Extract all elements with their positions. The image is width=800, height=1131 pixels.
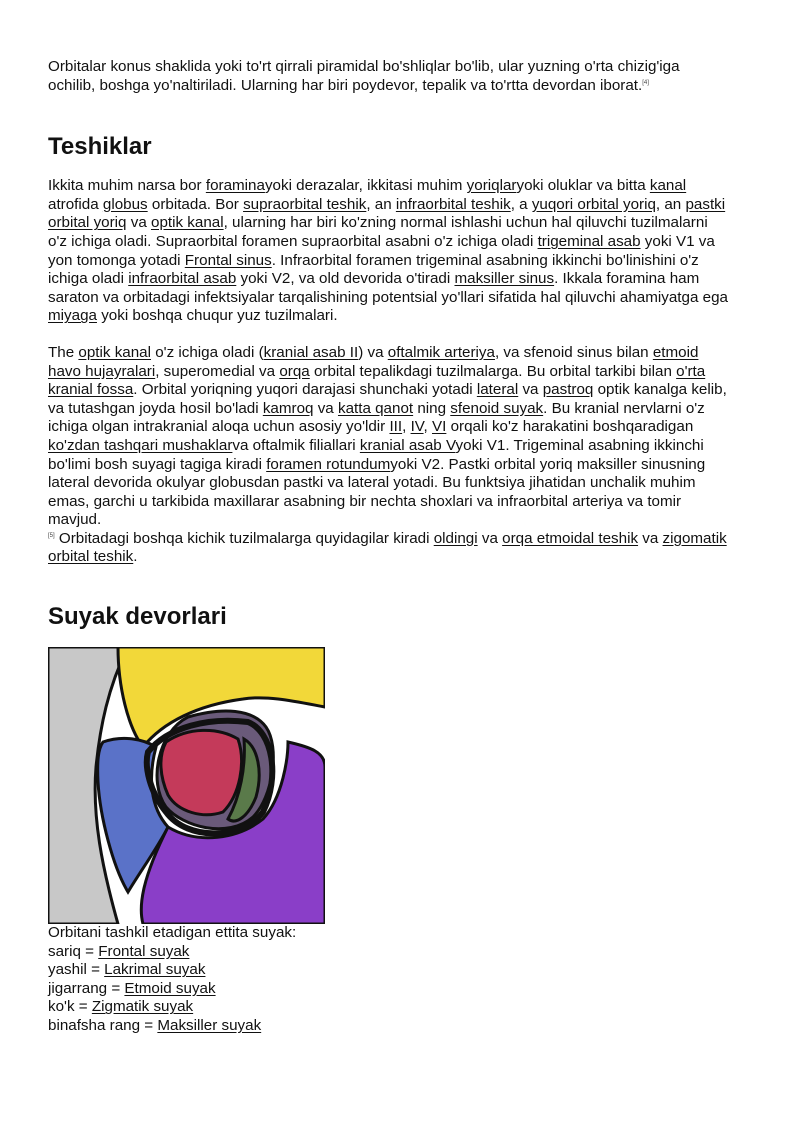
- link-zigomatik-orbital-teshik[interactable]: zigomatik orbital teshik: [48, 529, 727, 566]
- link-supraorbital-teshik[interactable]: supraorbital teshik: [243, 195, 367, 213]
- text: , an: [366, 195, 396, 213]
- link-optik-kanal-2[interactable]: optik kanal: [78, 343, 151, 361]
- link-optik-kanal[interactable]: optik kanal: [151, 214, 224, 232]
- text: ning: [413, 399, 451, 417]
- text: va: [638, 529, 663, 547]
- link-foramen-rotundum[interactable]: foramen rotundum: [266, 455, 391, 473]
- link-frontal-suyak[interactable]: Frontal suyak: [98, 942, 190, 960]
- text: The: [48, 343, 79, 361]
- teshiklar-paragraph-1: [48, 177, 728, 326]
- reference-4[interactable]: [4]: [642, 79, 649, 86]
- text: o'z ichiga oladi (: [151, 343, 264, 361]
- caption-item-maxilla: [48, 1017, 728, 1036]
- link-kranial-asab-ii[interactable]: kranial asab II: [263, 343, 359, 361]
- color-word: yashil: [48, 961, 87, 979]
- link-frontal-sinus[interactable]: Frontal sinus: [184, 251, 272, 269]
- link-etmoid-suyak[interactable]: Etmoid suyak: [124, 979, 216, 997]
- link-orqa[interactable]: orqa: [279, 362, 310, 380]
- text: yoki oluklar va bitta: [516, 177, 650, 195]
- text: ) va: [358, 343, 388, 361]
- text: , a: [510, 195, 532, 213]
- link-lateral[interactable]: lateral: [476, 381, 519, 399]
- text: yoki V1. Trigeminal asabning ikkinchi bo'limi bosh suyagi tagiga kiradi: [48, 436, 704, 473]
- color-word: jigarrang: [48, 979, 108, 997]
- ethmoid-bone-shape: [161, 730, 242, 814]
- link-infraorbital-asab[interactable]: infraorbital asab: [128, 270, 237, 288]
- text: orbitada. Bor: [147, 195, 244, 213]
- text: . Orbital yoriqning yuqori darajasi shunchaki yotadi: [133, 381, 477, 399]
- caption-item-lacrimal: [48, 961, 728, 980]
- teshiklar-paragraph-2: [48, 344, 728, 567]
- text: va: [477, 529, 503, 547]
- text: yoki V2. Pastki orbital yoriq maksiller sinusning lateral devorida okulyar globusdan pastki va lateral yotadi. Bu funktsiya jihatidan unchalik muhim emas, garchi u tarkibida maxillarar asabning bir nechta shoxlari va infraorbital arteriya va tomir mavjud.: [48, 455, 706, 529]
- link-pastki-orbital-yoriq[interactable]: pastki orbital yoriq: [48, 195, 726, 232]
- link-katta-qanot[interactable]: katta qanot: [337, 399, 414, 417]
- text: .: [133, 548, 138, 566]
- link-lakrimal-suyak[interactable]: Lakrimal suyak: [104, 961, 206, 979]
- caption-intro: Orbitani tashkil etadigan ettita suyak:: [48, 924, 297, 942]
- link-maksiller-sinus[interactable]: maksiller sinus: [454, 270, 555, 288]
- text: , superomedial va: [155, 362, 280, 380]
- text: yoki V2, va old devorida o'tiradi: [236, 270, 455, 288]
- reference-5[interactable]: [5]: [48, 532, 55, 539]
- link-iv[interactable]: IV: [410, 418, 424, 436]
- link-kozdan-tashqari-mushaklar[interactable]: ko'zdan tashqari mushaklar: [48, 436, 233, 454]
- link-orta-kranial-fossa[interactable]: o'rta kranial fossa: [48, 362, 706, 399]
- link-oftalmik-arteriya[interactable]: oftalmik arteriya: [387, 343, 495, 361]
- section-heading-suyak-devorlari: Suyak devorlari: [48, 603, 227, 631]
- color-word: ko'k: [48, 998, 75, 1016]
- link-etmoid-havo-hujayralari[interactable]: etmoid havo hujayralari: [48, 343, 699, 380]
- orbit-bones-drawing: [48, 647, 325, 924]
- text: , va sfenoid sinus bilan: [494, 343, 653, 361]
- link-trigeminal-asab[interactable]: trigeminal asab: [537, 232, 641, 250]
- text: va oftalmik filiallari: [232, 436, 360, 454]
- color-word: binafsha rang: [48, 1017, 141, 1035]
- caption-item-ethmoid: [48, 980, 728, 999]
- color-word: sariq: [48, 942, 81, 960]
- separator: =: [86, 961, 105, 979]
- figure-caption: [48, 924, 728, 1036]
- text: Ikkita muhim narsa bor: [48, 177, 206, 195]
- text: ,: [402, 418, 411, 436]
- separator: =: [74, 998, 92, 1016]
- text: . Infraorbital foramen trigeminal asabning ikkinchi bo'linishini o'z ichiga oladi: [48, 251, 699, 288]
- link-yoriqlar[interactable]: yoriqlar: [466, 177, 517, 195]
- intro-paragraph: [48, 58, 728, 95]
- link-miyaga[interactable]: miyaga: [48, 307, 97, 325]
- link-globus[interactable]: globus: [102, 195, 148, 213]
- link-infraorbital-teshik[interactable]: infraorbital teshik: [395, 195, 511, 213]
- text: yoki V1 va yon tomonga yotadi: [48, 232, 715, 269]
- text: va: [313, 399, 338, 417]
- section-heading-teshiklar: Teshiklar: [48, 133, 152, 161]
- separator: =: [140, 1017, 158, 1035]
- link-oldingi[interactable]: oldingi: [433, 529, 478, 547]
- caption-item-zygomatic: [48, 998, 728, 1017]
- text: orbital tepalikdagi tuzilmalarga. Bu orbital tarkibi bilan: [309, 362, 677, 380]
- link-iii[interactable]: III: [389, 418, 403, 436]
- link-maksiller-suyak[interactable]: Maksiller suyak: [157, 1017, 262, 1035]
- text: atrofida: [48, 195, 103, 213]
- text: yoki derazalar, ikkitasi muhim: [264, 177, 467, 195]
- text: , an: [655, 195, 686, 213]
- text: yoki boshqa chuqur yuz tuzilmalari.: [96, 307, 338, 325]
- text: . Ikkala foramina ham saraton va orbitadagi infektsiyalar tarqalishining potentsial yo'llari sifatida hal qiluvchi ahamiyatga ega: [48, 270, 728, 306]
- text: va: [126, 214, 151, 232]
- text: , ularning har biri ko'zning normal ishlashi uchun hal qiluvchi tuzilmalarni o'z ichiga oladi. Supraorbital foramen supraorbital asabni o'z ichiga oladi: [48, 214, 708, 250]
- separator: =: [80, 942, 99, 960]
- link-kranial-asab-v[interactable]: kranial asab V: [359, 436, 456, 454]
- link-yuqori-orbital-yoriq[interactable]: yuqori orbital yoriq: [531, 195, 656, 213]
- text: va: [518, 381, 543, 399]
- article-body: [48, 58, 728, 1036]
- link-foramina[interactable]: foramina: [205, 177, 265, 195]
- link-vi[interactable]: VI: [432, 418, 447, 436]
- link-orqa-etmoidal-teshik[interactable]: orqa etmoidal teshik: [502, 529, 639, 547]
- text: Orbitadagi boshqa kichik tuzilmalarga quyidagilar kiradi: [54, 529, 434, 547]
- text: orqali ko'z harakatini boshqaradigan: [446, 418, 694, 436]
- separator: =: [107, 979, 125, 997]
- link-zigmatik-suyak[interactable]: Zigmatik suyak: [91, 998, 194, 1016]
- link-sfenoid-suyak[interactable]: sfenoid suyak: [450, 399, 544, 417]
- link-kamroq[interactable]: kamroq: [262, 399, 314, 417]
- text: optik kanalga kelib, va tutashgan joyda hosil bo'ladi: [48, 381, 727, 417]
- link-kanal[interactable]: kanal: [649, 177, 687, 195]
- text: . Bu kranial nervlarni o'z ichiga olgan intrakranial aloqa uchun asosiy yo'ldir: [48, 399, 705, 436]
- link-pastroq[interactable]: pastroq: [542, 381, 594, 399]
- caption-item-frontal: [48, 943, 728, 962]
- orbit-bones-illustration: [48, 647, 325, 924]
- text: ,: [423, 418, 432, 436]
- intro-text: Orbitalar konus shaklida yoki to'rt qirrali piramidal bo'shliqlar bo'lib, ular yuzning o'rta chizig'iga ochilib, boshga yo'naltiriladi. Ularning har biri poydevor, tepalik va to'rtta devordan iborat.: [48, 58, 680, 94]
